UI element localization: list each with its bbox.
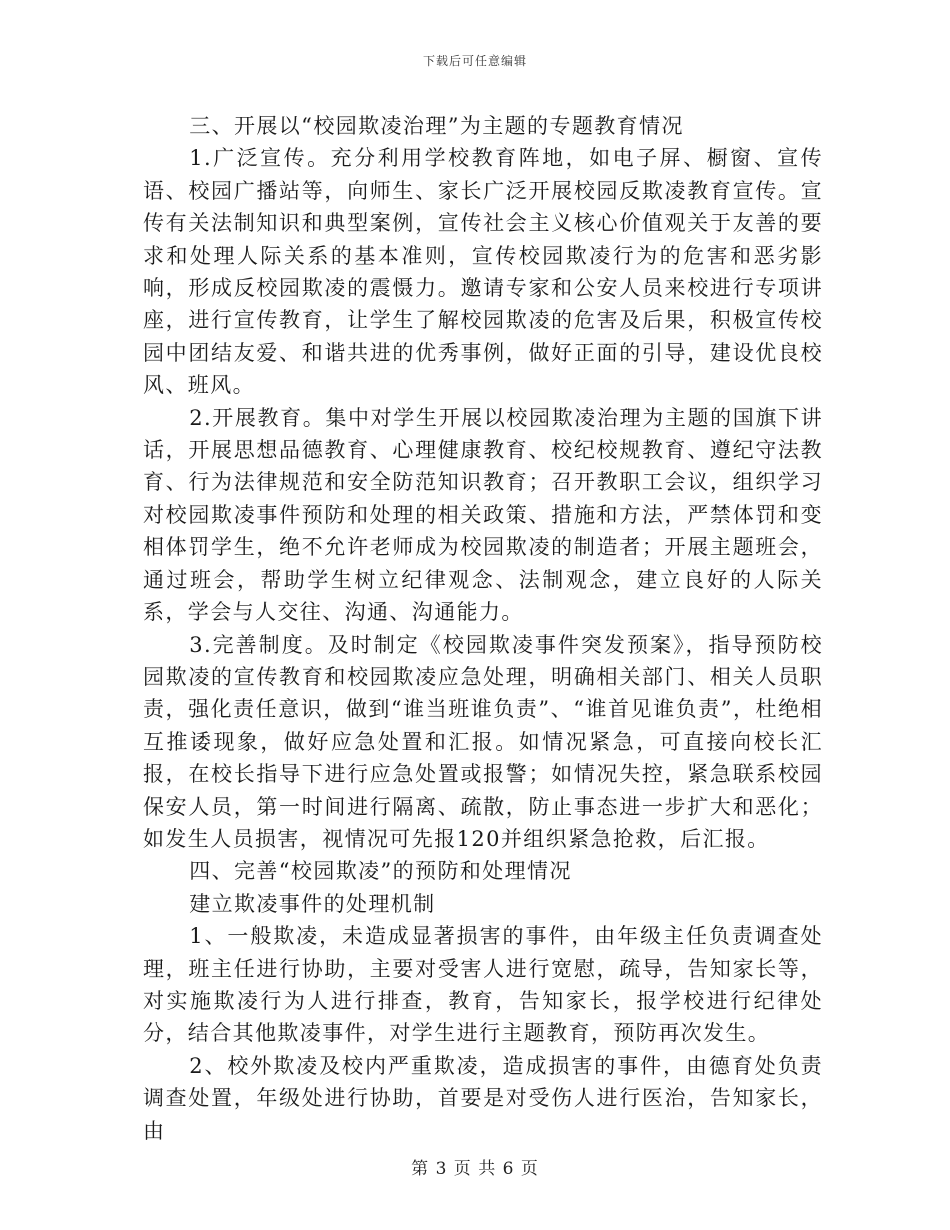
page-header: 下载后可任意编辑 (422, 54, 527, 68)
paragraph-serious-bullying: 2、校外欺凌及校内严重欺凌，造成损害的事件，由德育处负责调查处置，年级处进行协助，首要是对受伤人进行医治，告知家长，由 (143, 1053, 823, 1143)
paragraph-general-bullying: 1、一般欺凌，未造成显著损害的事件，由年级主任负责调查处理，班主任进行协助，主要对受害人进行宽慰，疏导，告知家长等，对实施欺凌行为人进行排查，教育，告知家长，报学校进行纪律处分，结合其他欺凌事件，对学生进行主题教育，预防再次发生。 (143, 924, 823, 1046)
paragraph-education: 2.开展教育。集中对学生开展以校园欺凌治理为主题的国旗下讲话，开展思想品德教育、心理健康教育、校纪校规教育、遵纪守法教育、行为法律规范和安全防范知识教育；召开教职工会议，组织学习对校园欺凌事件预防和处理的相关政策、措施和方法，严禁体罚和变相体罚学生，绝不允许老师成为校园欺凌的制造者；开展主题班会，通过班会，帮助学生树立纪律观念、法制观念，建立良好的人际关系，学会与人交往、沟通、沟通能力。 (143, 405, 823, 625)
section-heading-3: 三、开展以“校园欺凌治理”为主题的专题教育情况 (189, 114, 684, 138)
paragraph-system: 3.完善制度。及时制定《校园欺凌事件突发预案》，指导预防校园欺凌的宣传教育和校园欺凌应急处理，明确相关部门、相关人员职责，强化责任意识，做到“谁当班谁负责”、“谁首见谁负责”，杜绝相互推诿现象，做好应急处置和汇报。如情况紧急，可直接向校长汇报，在校长指导下进行应急处置或报警；如情况失控，紧急联系校园保安人员，第一时间进行隔离、疏散，防止事态进一步扩大和恶化；如发生人员损害，视情况可先报120并组织紧急抢救，后汇报。 (143, 632, 823, 851)
section-heading-4: 四、完善“校园欺凌”的预防和处理情况 (189, 859, 572, 884)
document-body (143, 110, 823, 1147)
paragraph-publicity: 1.广泛宣传。充分利用学校教育阵地，如电子屏、橱窗、宣传语、校园广播站等，向师生、家长广泛开展校园反欺凌教育宣传。宣传有关法制知识和典型案例，宣传社会主义核心价值观关于友善的要求和处理人际关系的基本准则，宣传校园欺凌行为的危害和恶劣影响，形成反校园欺凌的震慑力。邀请专家和公安人员来校进行专项讲座，进行宣传教育，让学生了解校园欺凌的危害及后果，积极宣传校园中团结友爱、和谐共进的优秀事例，做好正面的引导，建设优良校风、班风。 (143, 146, 823, 398)
subheading-mechanism: 建立欺凌事件的处理机制 (189, 891, 436, 916)
page-footer: 第 3 页 共 6 页 (411, 1159, 539, 1179)
